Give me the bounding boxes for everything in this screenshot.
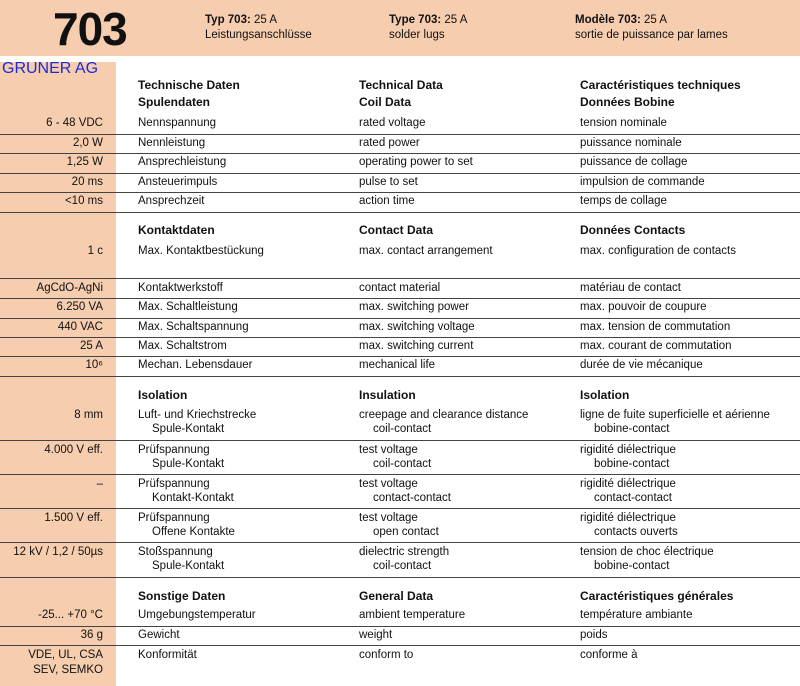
header-en: Type 703: 25 A solder lugs: [389, 14, 468, 41]
brand-name: GRUNER AG: [2, 60, 99, 77]
header-fr: Modèle 703: 25 A sortie de puissance par lames: [575, 14, 728, 41]
header-band: [0, 0, 800, 56]
header-de: Typ 703: 25 A Leistungsanschlüsse: [205, 14, 312, 41]
model-number: 703: [53, 3, 127, 55]
